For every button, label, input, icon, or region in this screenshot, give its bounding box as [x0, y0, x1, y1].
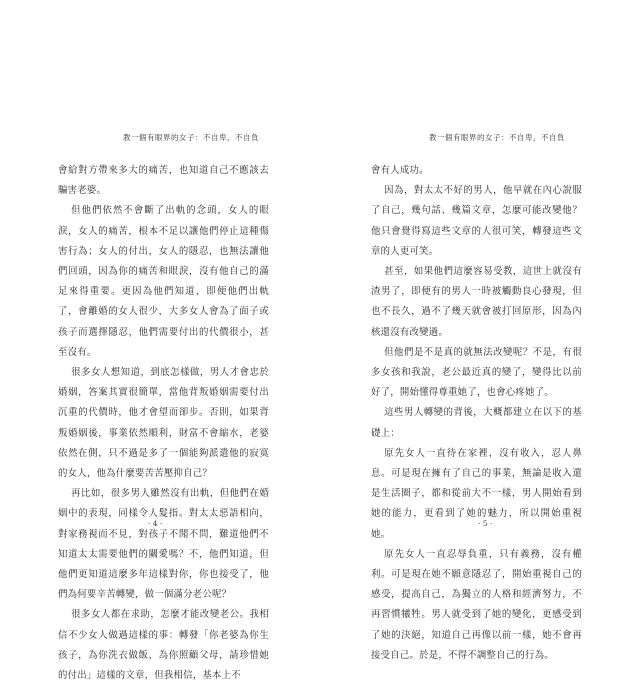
running-header: 教一個有眼界的女子：不自卑，不自負: [429, 133, 565, 142]
left-page: [0, 0, 320, 682]
paragraph: 但他們依然不會斷了出軌的念頭，女人的眼淚，女人的痛苦，根本不足以讓他們停止這種傷害行為；女人的付出，女人的隱忍，也無法讓他們回頭，因為你的痛苦和眼淚，沒有他自己的滿足來得重要。更因為他們知道，即便他們出軌了，會離婚的女人很少，大多女人會為了面子或孩子而選擇隱忍，他們需要付出的代價很小，甚至沒有。: [58, 205, 269, 358]
paragraph: 會給對方帶來多大的痛苦，也知道自己不應該去騙害老婆。: [58, 165, 269, 197]
right-page: [320, 0, 640, 661]
paragraph: 這些男人轉變的背後，大概都建立在以下的基礎上：: [371, 407, 582, 439]
paragraph: 但他們是不是真的就無法改變呢？不是，有很多女孩和我說，老公最近真的變了，變得比以前好了，開始懂得尊重她了，也會心疼她了。: [371, 346, 582, 399]
page-number: · 5 ·: [478, 519, 493, 528]
paragraph: 原先女人一直忍辱負重，只有義務，沒有權利。可是現在她不願意隱忍了，開始重視自己的感受，提高自己，為獨立的人格和經濟努力，不再習慣犧牲。男人就受到了她的變化，更感受到了她的決絕，知道自己再像以前一樣，她不會再接受自己。於是，不得不調整自己的行為。: [371, 548, 582, 661]
running-header: 教一個有眼界的女子：不自卑，不自負: [123, 133, 259, 142]
page-body: [371, 161, 582, 666]
page-number: · 4 ·: [148, 519, 163, 528]
paragraph: 很多女人想知道，到底怎樣做，男人才會忠於婚姻，答案其實很簡單，當他背叛婚姻需要付出沉重的代價時，他才會望而卻步。否則，如果背叛婚姻後，事業依然順利，財富不會縮水，老婆依然在側，只不過是多了一個能夠派遣他的寂寞的女人，他為什麼要苦苦壓抑自己？: [58, 367, 269, 480]
paragraph: 甚至，如果他們這麼容易受教，這世上就沒有渣男了，即便有的男人一時被觸動良心發現，但也不長久，過不了幾天就會被打回原形，因為內核還沒有改變過。: [371, 266, 582, 338]
page-body: [58, 161, 269, 686]
paragraph: 原先女人一直待在家裡，沒有收入，忍人鼻息。可是現在擁有了自己的事業，無論是收入還是生活圈子，都和從前大不一樣，男人開始看到她的能力，更看到了她的魅力，所以開始重視她。: [371, 447, 582, 540]
paragraph: 會有人成功。: [371, 165, 429, 176]
paragraph: 因為，對太太不好的男人，他早就在內心說服了自己，幾句話、幾篇文章，怎麼可能改變他？他只會覺得寫這些文章的人很可笑，轉發這些文章的人更可笑。: [371, 185, 582, 257]
paragraph: 很多女人都在求助，怎麼才能改變老公。我相信不少女人做過這樣的事：轉發「你老婆為你生孩子，為你洗衣做飯，為你照顧父母，請珍惜她的付出」這樣的文章，但我相信，基本上不: [58, 609, 269, 682]
paragraph: 再比如，很多男人雖然沒有出軌，但他們在婚姻中的表現，同樣令人髮指。對太太惡語相向，對家務視而不見，對孩子不聞不問，難道他們不知道太太需要他們的關愛嗎？不，他們知道，但他們更知道這麼多年這樣對你，你也接受了，他們為何要辛苦轉變，做一個滿分老公呢？: [58, 488, 269, 601]
